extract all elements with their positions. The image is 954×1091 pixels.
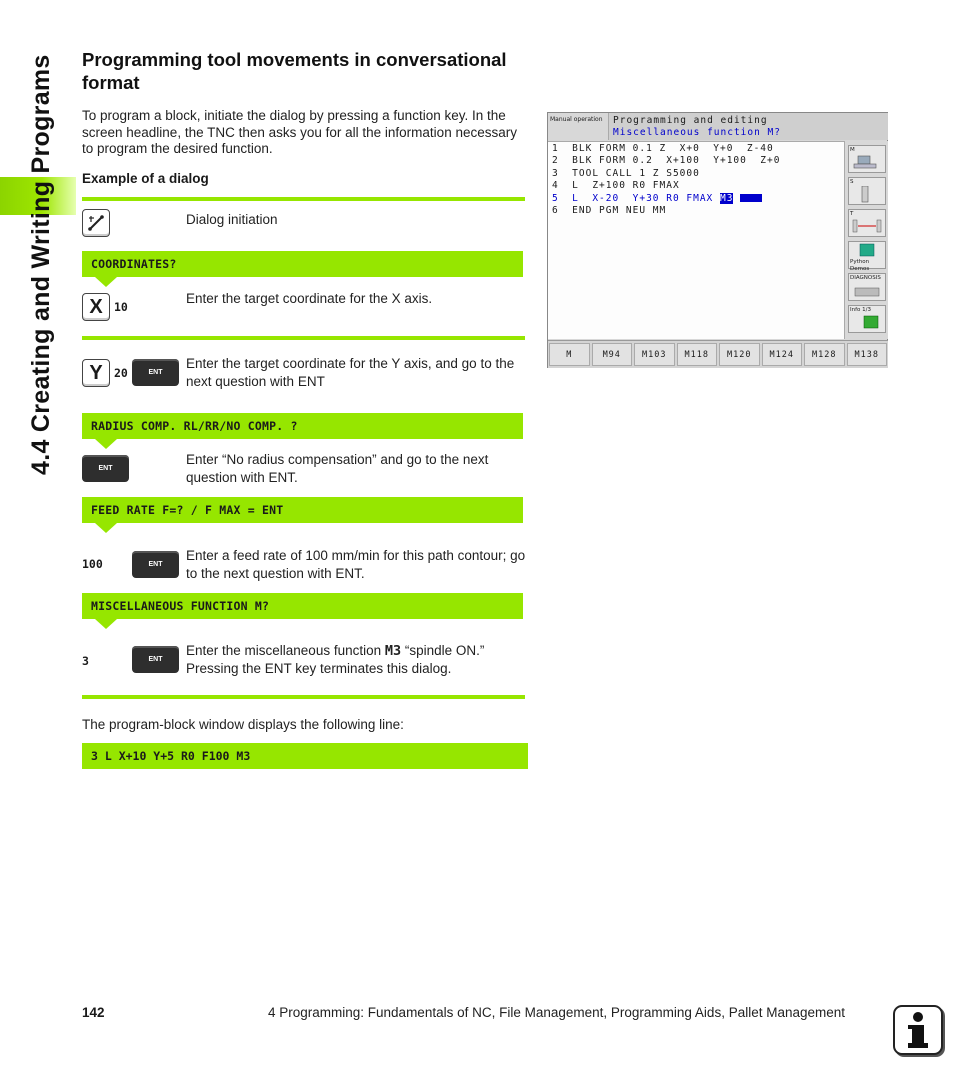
radius-desc: Enter “No radius compensation” and go to the next question with ENT. — [186, 452, 489, 485]
softkey[interactable]: M120 — [719, 343, 760, 366]
program-line-active: 5 L X-20 Y+30 R0 FMAX M3 — [552, 193, 840, 205]
y-value: 20 — [114, 366, 128, 380]
ent-key[interactable]: ENT — [132, 551, 179, 578]
prompt-arrow — [95, 523, 117, 533]
side-button-python-demos[interactable]: Python Demos — [848, 241, 886, 269]
program-line: 2 BLK FORM 0.2 X+100 Y+100 Z+0 — [552, 155, 781, 167]
misc-value: 3 — [82, 654, 89, 668]
y-axis-key[interactable]: Y — [82, 359, 110, 387]
prompt-arrow — [95, 439, 117, 449]
result-program-line: 3 L X+10 Y+5 R0 F100 M3 — [82, 743, 528, 769]
softkey[interactable]: M94 — [592, 343, 633, 366]
feed-desc: Enter a feed rate of 100 mm/min for this path contour; go to the next question with ENT. — [186, 548, 526, 581]
program-line: 3 TOOL CALL 1 Z S5000 — [552, 167, 700, 179]
program-line: 6 END PGM NEU MM — [552, 204, 667, 216]
x-axis-key[interactable]: X — [82, 293, 110, 321]
softkey[interactable]: M138 — [847, 343, 888, 366]
page-number: 142 — [82, 1005, 105, 1020]
tnc-screen — [547, 112, 888, 368]
softkey[interactable]: M124 — [762, 343, 803, 366]
x-value: 10 — [114, 300, 128, 314]
screen-header — [608, 113, 888, 140]
screen-header-line1: Programming and editing — [613, 115, 768, 126]
footer-chapter: 4 Programming: Fundamentals of NC, File Management, Programming Aids, Pallet Management — [268, 1005, 846, 1020]
separator-rule — [82, 336, 525, 340]
program-line: 1 BLK FORM 0.1 Z X+0 Y+0 Z-40 — [552, 143, 774, 154]
ent-key[interactable]: ENT — [82, 455, 129, 482]
m3-code: M3 — [384, 643, 402, 659]
side-button-s[interactable]: S — [848, 177, 886, 205]
prompt-arrow — [95, 277, 117, 287]
side-button-t[interactable]: T — [848, 209, 886, 237]
dialog-prompt-radius: RADIUS COMP. RL/RR/NO COMP. ? — [82, 413, 523, 439]
softkey[interactable]: M103 — [634, 343, 675, 366]
prompt-arrow — [95, 619, 117, 629]
result-intro: The program-block window displays the following line: — [82, 717, 404, 732]
screen-side-buttons — [844, 141, 888, 339]
softkey[interactable]: M128 — [804, 343, 845, 366]
top-rule — [82, 197, 525, 201]
side-section-title: 4.4 Creating and Writing Programs — [27, 54, 55, 475]
dialog-prompt-feed: FEED RATE F=? / F MAX = ENT — [82, 497, 523, 523]
softkey[interactable]: M — [549, 343, 590, 366]
bottom-rule — [82, 695, 525, 699]
softkey-row — [548, 340, 888, 368]
feed-value: 100 — [82, 557, 103, 571]
dialog-prompt-coordinates: COORDINATES? — [82, 251, 523, 277]
input-cursor — [740, 194, 762, 202]
x-desc: Enter the target coordinate for the X axis. — [186, 291, 433, 306]
softkey[interactable]: M118 — [677, 343, 718, 366]
page-heading: Programming tool movements in conversational format — [82, 49, 507, 93]
side-button-info[interactable]: Info 1/3 — [848, 305, 886, 333]
misc-desc: Enter the miscellaneous function M3 “spindle ON.” Pressing the ENT key terminates this dialog. — [186, 643, 485, 676]
initiation-desc: Dialog initiation — [186, 212, 278, 227]
side-button-m[interactable]: M — [848, 145, 886, 173]
program-window — [548, 141, 844, 339]
line-path-key-icon[interactable] — [82, 209, 110, 237]
dialog-prompt-misc: MISCELLANEOUS FUNCTION M? — [82, 593, 523, 619]
info-icon — [893, 1005, 943, 1055]
y-desc: Enter the target coordinate for the Y axis, and go to the next question with ENT — [186, 356, 515, 389]
active-m-highlight: M3 — [720, 192, 734, 204]
ent-key[interactable]: ENT — [132, 646, 179, 673]
side-button-diagnosis[interactable]: DIAGNOSIS — [848, 273, 886, 301]
program-line: 4 L Z+100 R0 FMAX — [552, 180, 680, 192]
example-heading: Example of a dialog — [82, 171, 209, 186]
ent-key[interactable]: ENT — [132, 359, 179, 386]
screen-header-line2: Miscellaneous function M? — [613, 126, 781, 138]
intro-paragraph: To program a block, initiate the dialog by pressing a function key. In the screen headline, the TNC then asks you for all the information necessary to program the desired function. — [82, 108, 517, 156]
screen-mode-label: Manual operation — [548, 113, 608, 140]
